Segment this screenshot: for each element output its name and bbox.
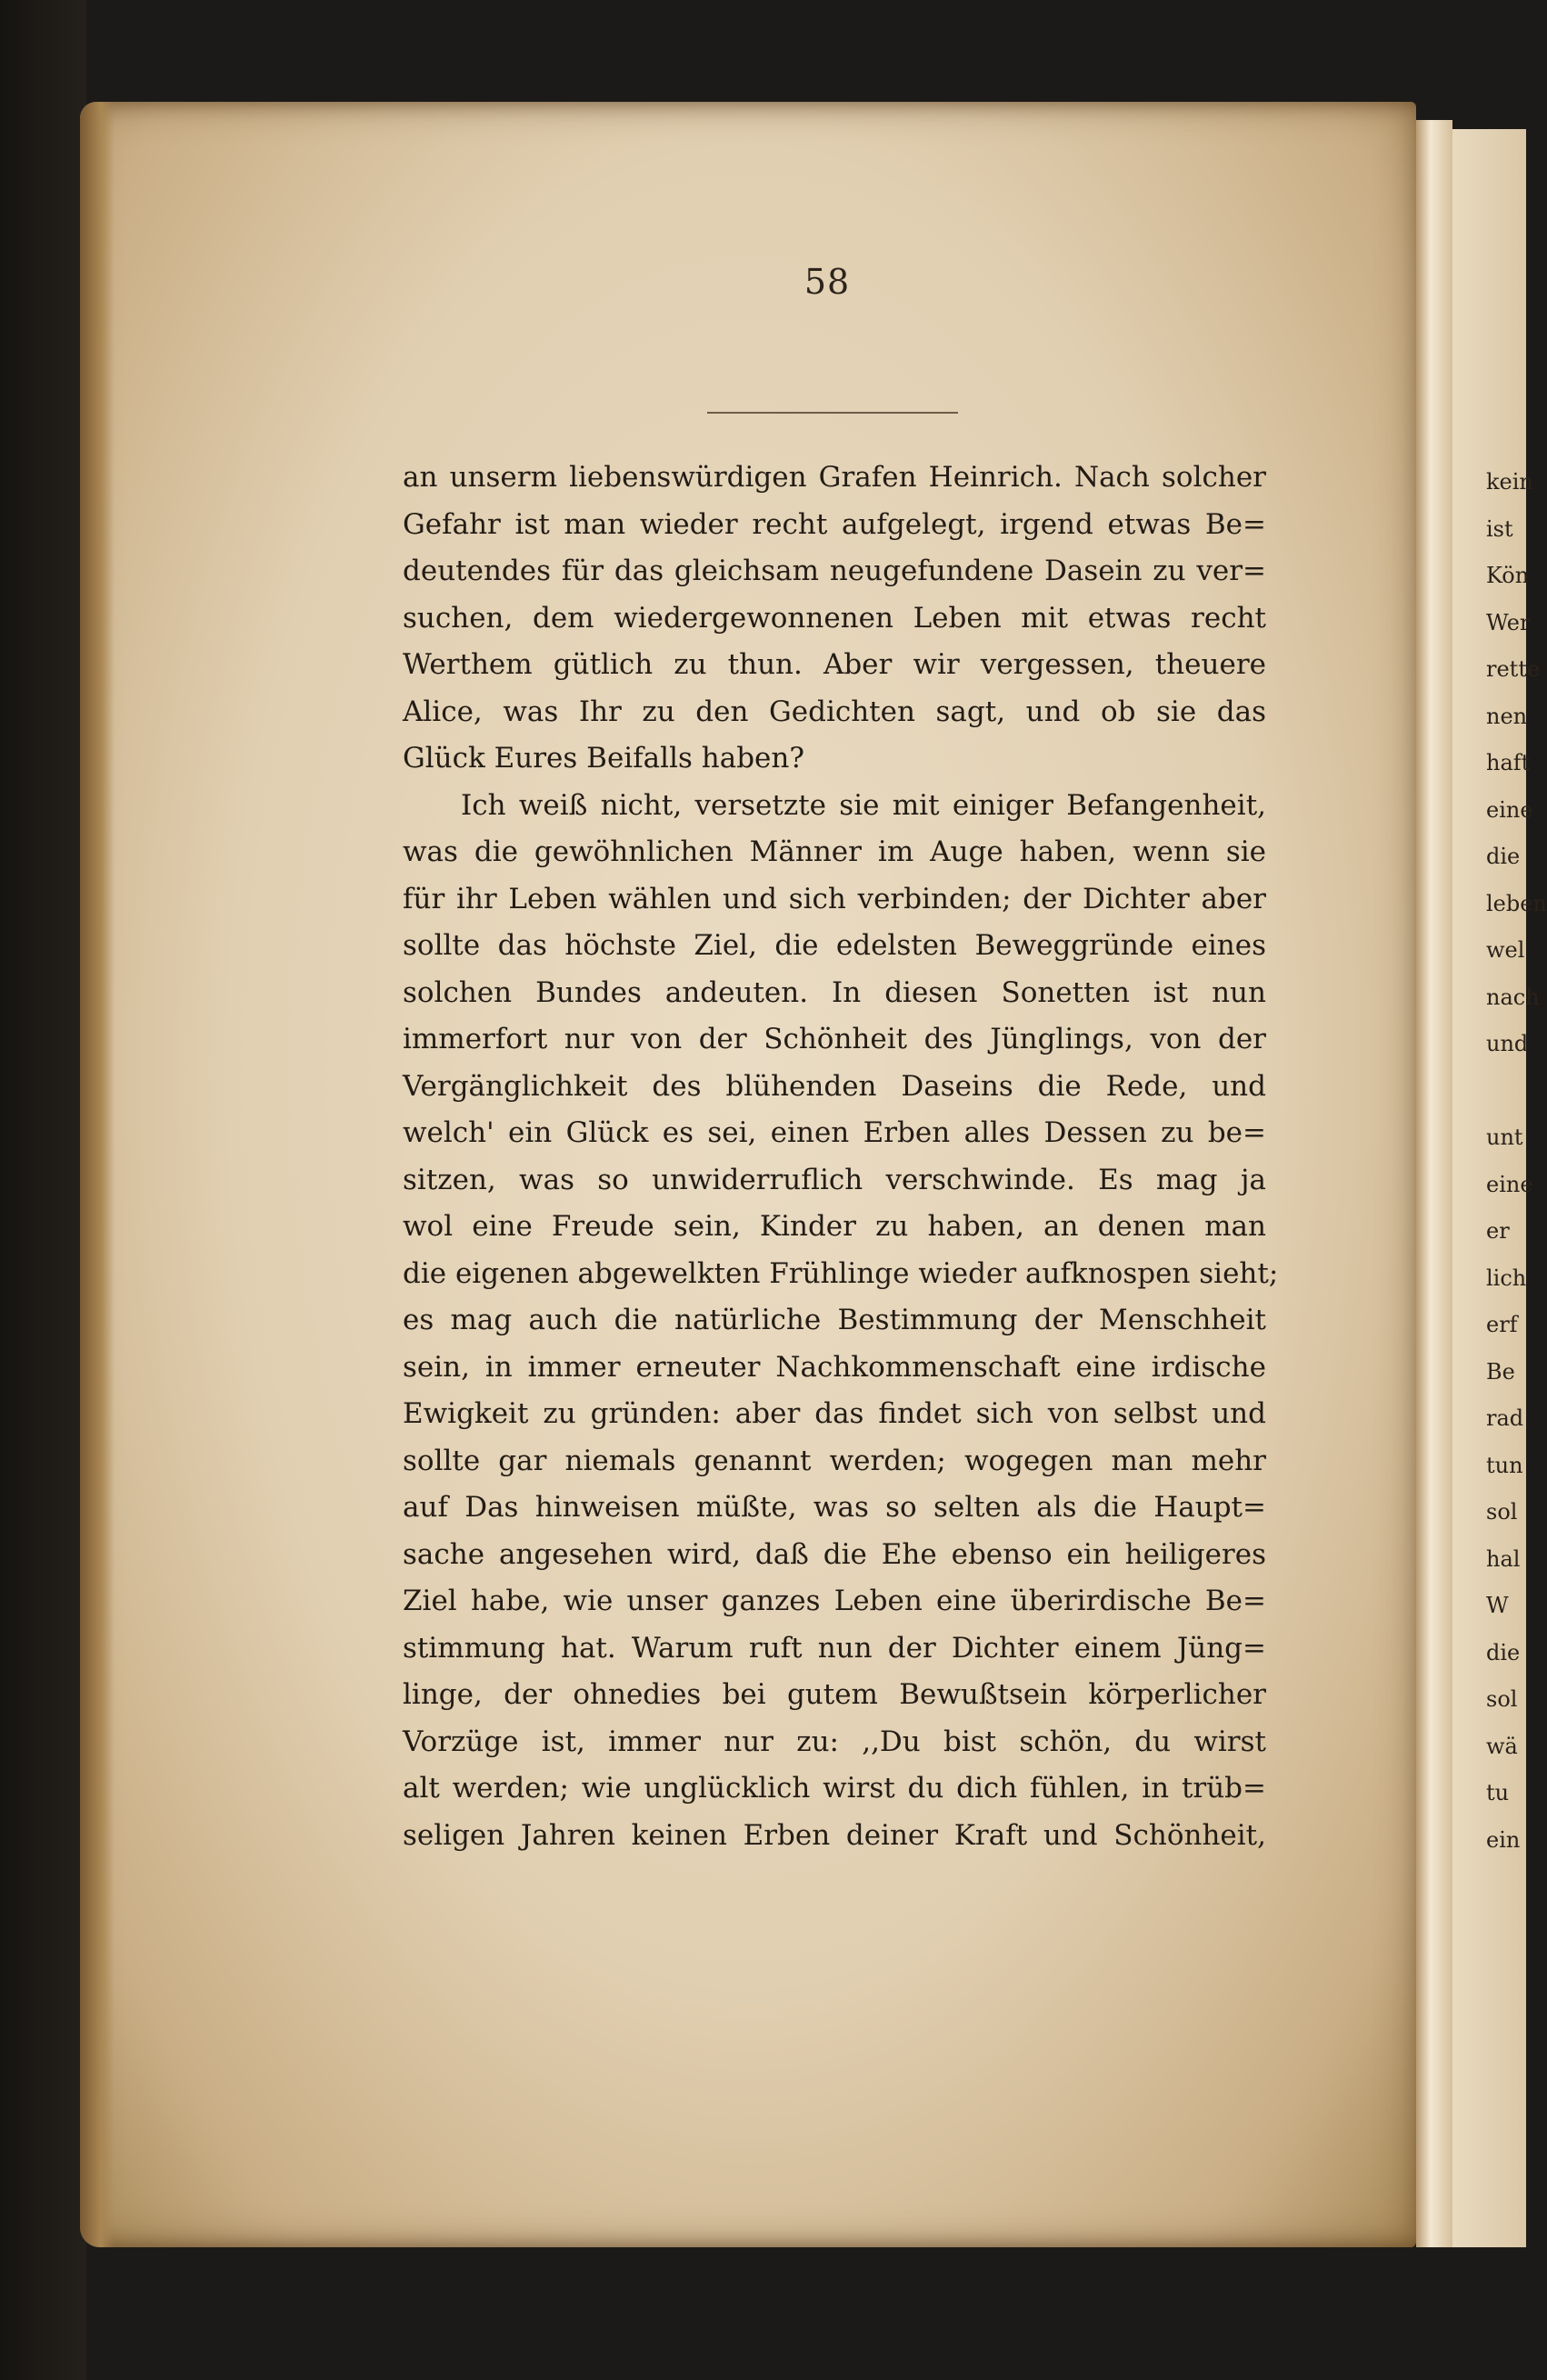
text-line: an unserm liebenswürdigen Grafen Heinrich. Nach solcher (403, 461, 1266, 494)
facing-text-fragment: ist (1486, 515, 1513, 542)
facing-text-fragment (1486, 1068, 1526, 1115)
facing-text-fragment: haft (1486, 750, 1531, 775)
facing-text-fragment: rad (1486, 1405, 1524, 1431)
text-line: wol eine Freude sein, Kinder zu haben, an denen man (403, 1210, 1266, 1243)
text-line: welch' ein Glück es sei, einen Erben alles Dessen zu be= (403, 1116, 1266, 1149)
facing-text-fragment: die (1486, 844, 1521, 869)
facing-text-fragment: rette (1486, 656, 1541, 682)
page-number-rule (707, 412, 958, 414)
facing-text-fragment: W (1486, 1593, 1509, 1618)
text-line: Werthem gütlich zu thun. Aber wir vergessen, theuere (403, 648, 1266, 681)
text-line: Ich weiß nicht, versetzte sie mit einiger Befangenheit, (461, 788, 1266, 822)
facing-text-fragment: sol (1486, 1499, 1518, 1525)
facing-text-fragment: nen (1486, 703, 1528, 729)
facing-text-fragment: und (1486, 1031, 1529, 1056)
text-line: sein, in immer erneuter Nachkommenschaft eine irdische (403, 1350, 1266, 1384)
text-line: Glück Eures Beifalls haben? (403, 742, 804, 775)
facing-text-fragment: ein (1486, 1826, 1521, 1853)
text-line: Vorzüge ist, immer nur zu: ,,Du bist schön, du wirst (403, 1725, 1266, 1758)
text-line: sitzen, was so unwiderruflich verschwinde. Es mag ja (403, 1163, 1266, 1196)
facing-text-fragment: sol (1486, 1686, 1518, 1712)
text-line: was die gewöhnlichen Männer im Auge haben, wenn sie (403, 835, 1266, 868)
facing-text-fragment: nach (1486, 984, 1540, 1010)
facing-text-fragment: wä (1486, 1733, 1518, 1759)
facing-text-fragment: leben (1486, 890, 1547, 916)
text-line: alt werden; wie unglücklich wirst du dich fühlen, in trüb= (403, 1772, 1266, 1805)
background-edge (0, 0, 86, 2380)
facing-text-fragment: Wer (1486, 609, 1531, 635)
text-line: immerfort nur von der Schönheit des Jünglings, von der (403, 1023, 1266, 1055)
text-line: für ihr Leben wählen und sich verbinden; der Dichter aber (403, 882, 1266, 915)
page-number: 58 (803, 262, 851, 302)
text-line: Ziel habe, wie unser ganzes Leben eine überirdische Be= (403, 1585, 1266, 1617)
facing-text-fragment: hal (1486, 1545, 1521, 1572)
facing-text-fragment: kein (1486, 469, 1533, 495)
facing-text-fragment: lich (1486, 1265, 1527, 1291)
facing-text-fragment: eine (1486, 1171, 1533, 1197)
text-line: sache angesehen wird, daß die Ehe ebenso ein heiligeres (403, 1537, 1266, 1571)
facing-text-fragment: tu (1486, 1780, 1510, 1805)
facing-text-fragment: unt (1486, 1125, 1523, 1150)
facing-page-text (1486, 459, 1547, 1864)
text-line: Vergänglichkeit des blühenden Daseins die Rede, und (403, 1069, 1266, 1103)
page-text (403, 455, 1279, 1859)
text-line: solchen Bundes andeuten. In diesen Sonetten ist nun (403, 975, 1266, 1009)
text-line: Gefahr ist man wieder recht aufgelegt, irgend etwas Be= (403, 507, 1266, 541)
facing-text-fragment: Be (1486, 1358, 1515, 1385)
facing-text-fragment: die (1486, 1639, 1521, 1665)
facing-text-fragment: eine (1486, 796, 1533, 823)
text-line: deutendes für das gleichsam neugefundene Dasein zu ver= (403, 555, 1266, 587)
text-line: suchen, dem wiedergewonnenen Leben mit etwas recht (403, 601, 1266, 635)
facing-text-fragment: wel (1486, 937, 1525, 963)
facing-text-fragment: tun (1486, 1452, 1523, 1478)
facing-text-fragment: er (1486, 1218, 1510, 1244)
text-line: stimmung hat. Warum ruft nun der Dichter einem Jüng= (403, 1631, 1266, 1665)
text-line: sollte gar niemals genannt werden; wogegen man mehr (403, 1444, 1266, 1477)
text-line: linge, der ohnedies bei gutem Bewußtsein körperlicher (403, 1678, 1266, 1711)
text-line: die eigenen abgewelkten Frühlinge wieder aufknospen sieht; (403, 1256, 1279, 1290)
text-line: Ewigkeit zu gründen: aber das findet sich von selbst und (403, 1397, 1266, 1430)
text-line: sollte das höchste Ziel, die edelsten Beweggründe eines (403, 929, 1266, 962)
facing-text-fragment: erf (1486, 1312, 1518, 1337)
text-line: seligen Jahren keinen Erben deiner Kraft und Schönheit, (403, 1818, 1266, 1852)
text-line: auf Das hinweisen müßte, was so selten als die Haupt= (403, 1491, 1266, 1524)
text-line: es mag auch die natürliche Bestimmung der Menschheit (403, 1304, 1266, 1336)
facing-text-fragment: Kön (1486, 563, 1530, 588)
book-gutter (1416, 120, 1452, 2247)
text-line: Alice, was Ihr zu den Gedichten sagt, und ob sie das (403, 695, 1266, 728)
